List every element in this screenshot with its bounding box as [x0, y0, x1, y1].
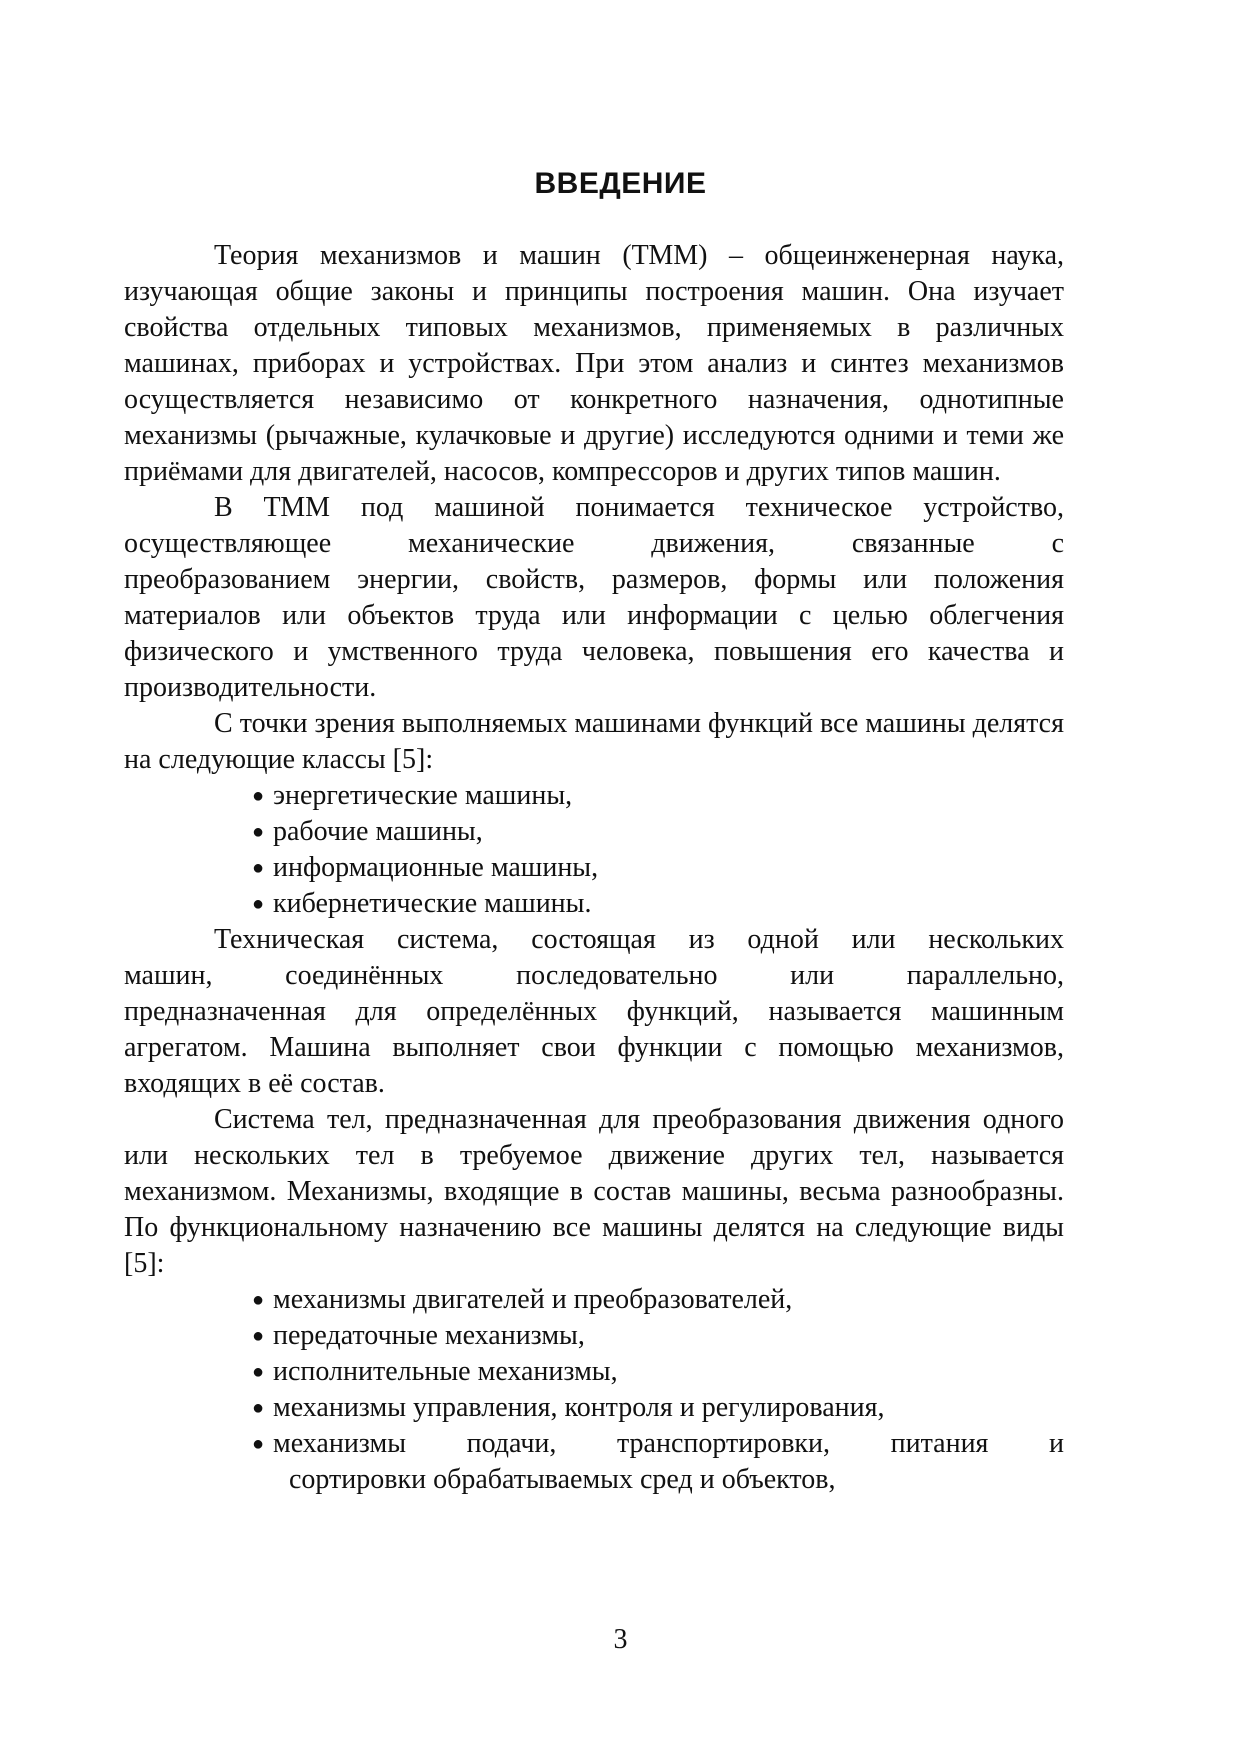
- machine-classes-list: [124, 778, 1064, 922]
- bullet-icon: ●: [252, 1289, 265, 1311]
- bullet-icon: ●: [252, 785, 265, 807]
- list-item-text-line2: сортировки обрабатываемых сред и объектов,: [289, 1464, 836, 1495]
- list-item: [124, 1354, 1064, 1390]
- list-item: [124, 850, 1064, 886]
- paragraph-machine-definition-line1: В ТММ под машиной понимается техническое устройство,: [214, 492, 1064, 523]
- bullet-icon: ●: [252, 1325, 265, 1347]
- paragraph-machine-definition-line2: осуществляющее механические движения, связанные с: [124, 528, 1064, 559]
- list-item: [124, 814, 1064, 850]
- bullet-icon: ●: [252, 1397, 265, 1419]
- list-item: [124, 1390, 1064, 1426]
- list-item-text: передаточные механизмы,: [273, 1320, 585, 1351]
- list-item: [124, 1318, 1064, 1354]
- bullet-icon: ●: [252, 857, 265, 879]
- list-item-text: механизмы двигателей и преобразователей,: [273, 1284, 793, 1315]
- document-body: [124, 238, 1064, 1498]
- list-item-text: механизмы управления, контроля и регулирования,: [273, 1392, 885, 1423]
- paragraph-machine-classes-intro: С точки зрения выполняемых машинами функций все машины делятся на следующие классы [5]:: [124, 708, 1064, 775]
- bullet-icon: ●: [252, 821, 265, 843]
- paragraph-machine-definition-rest: преобразованием энергии, свойств, размеров, формы или положения материалов или объектов труда или информации с целью облегчения физического и умственного труда человека, повышения его качества и производительности.: [124, 564, 1064, 703]
- list-item: [124, 778, 1064, 814]
- paragraph-machine-aggregate-line2: машин, соединённых последовательно или параллельно,: [124, 960, 1064, 991]
- mechanism-types-list: [124, 1282, 1064, 1498]
- list-item-text: исполнительные механизмы,: [273, 1356, 618, 1387]
- bullet-icon: ●: [252, 1361, 265, 1383]
- list-item-text: кибернетические машины.: [273, 888, 592, 919]
- list-item: [124, 1282, 1064, 1318]
- paragraph-machine-aggregate-rest: предназначенная для определённых функций, называется машинным агрегатом. Машина выполняет свои функции с помощью механизмов, входящих в её состав.: [124, 996, 1064, 1099]
- list-item: [124, 886, 1064, 922]
- paragraph-tmm-definition: Теория механизмов и машин (ТММ) – общеинженерная наука, изучающая общие законы и принципы построения машин. Она изучает свойства отдельных типовых механизмов, применяемых в различных машинах, приборах и устройствах. При этом анализ и синтез механизмов осуществляется независимо от конкретного назначения, однотипные механизмы (рычажные, кулачковые и другие) исследуются одними и теми же приёмами для двигателей, насосов, компрессоров и других типов машин.: [124, 240, 1064, 487]
- list-item: [124, 1426, 1064, 1498]
- paragraph-machine-aggregate-line1: Техническая система, состоящая из одной или нескольких: [214, 924, 1064, 955]
- list-item-text: информационные машины,: [273, 852, 599, 883]
- bullet-icon: ●: [252, 893, 265, 915]
- bullet-icon: ●: [252, 1433, 265, 1455]
- list-item-text: рабочие машины,: [273, 816, 483, 847]
- page-number: 3: [613, 1624, 628, 1655]
- page-title: ВВЕДЕНИЕ: [534, 167, 707, 200]
- list-item-text: энергетические машины,: [273, 780, 573, 811]
- list-item-text-line1: механизмы подачи, транспортировки, питания и: [273, 1428, 1064, 1459]
- paragraph-mechanism-definition: Система тел, предназначенная для преобразования движения одного или нескольких тел в требуемое движение других тел, называется механизмом. Механизмы, входящие в состав машины, весьма разнообразны. По функциональному назначению все машины делятся на следующие виды [5]:: [124, 1104, 1064, 1279]
